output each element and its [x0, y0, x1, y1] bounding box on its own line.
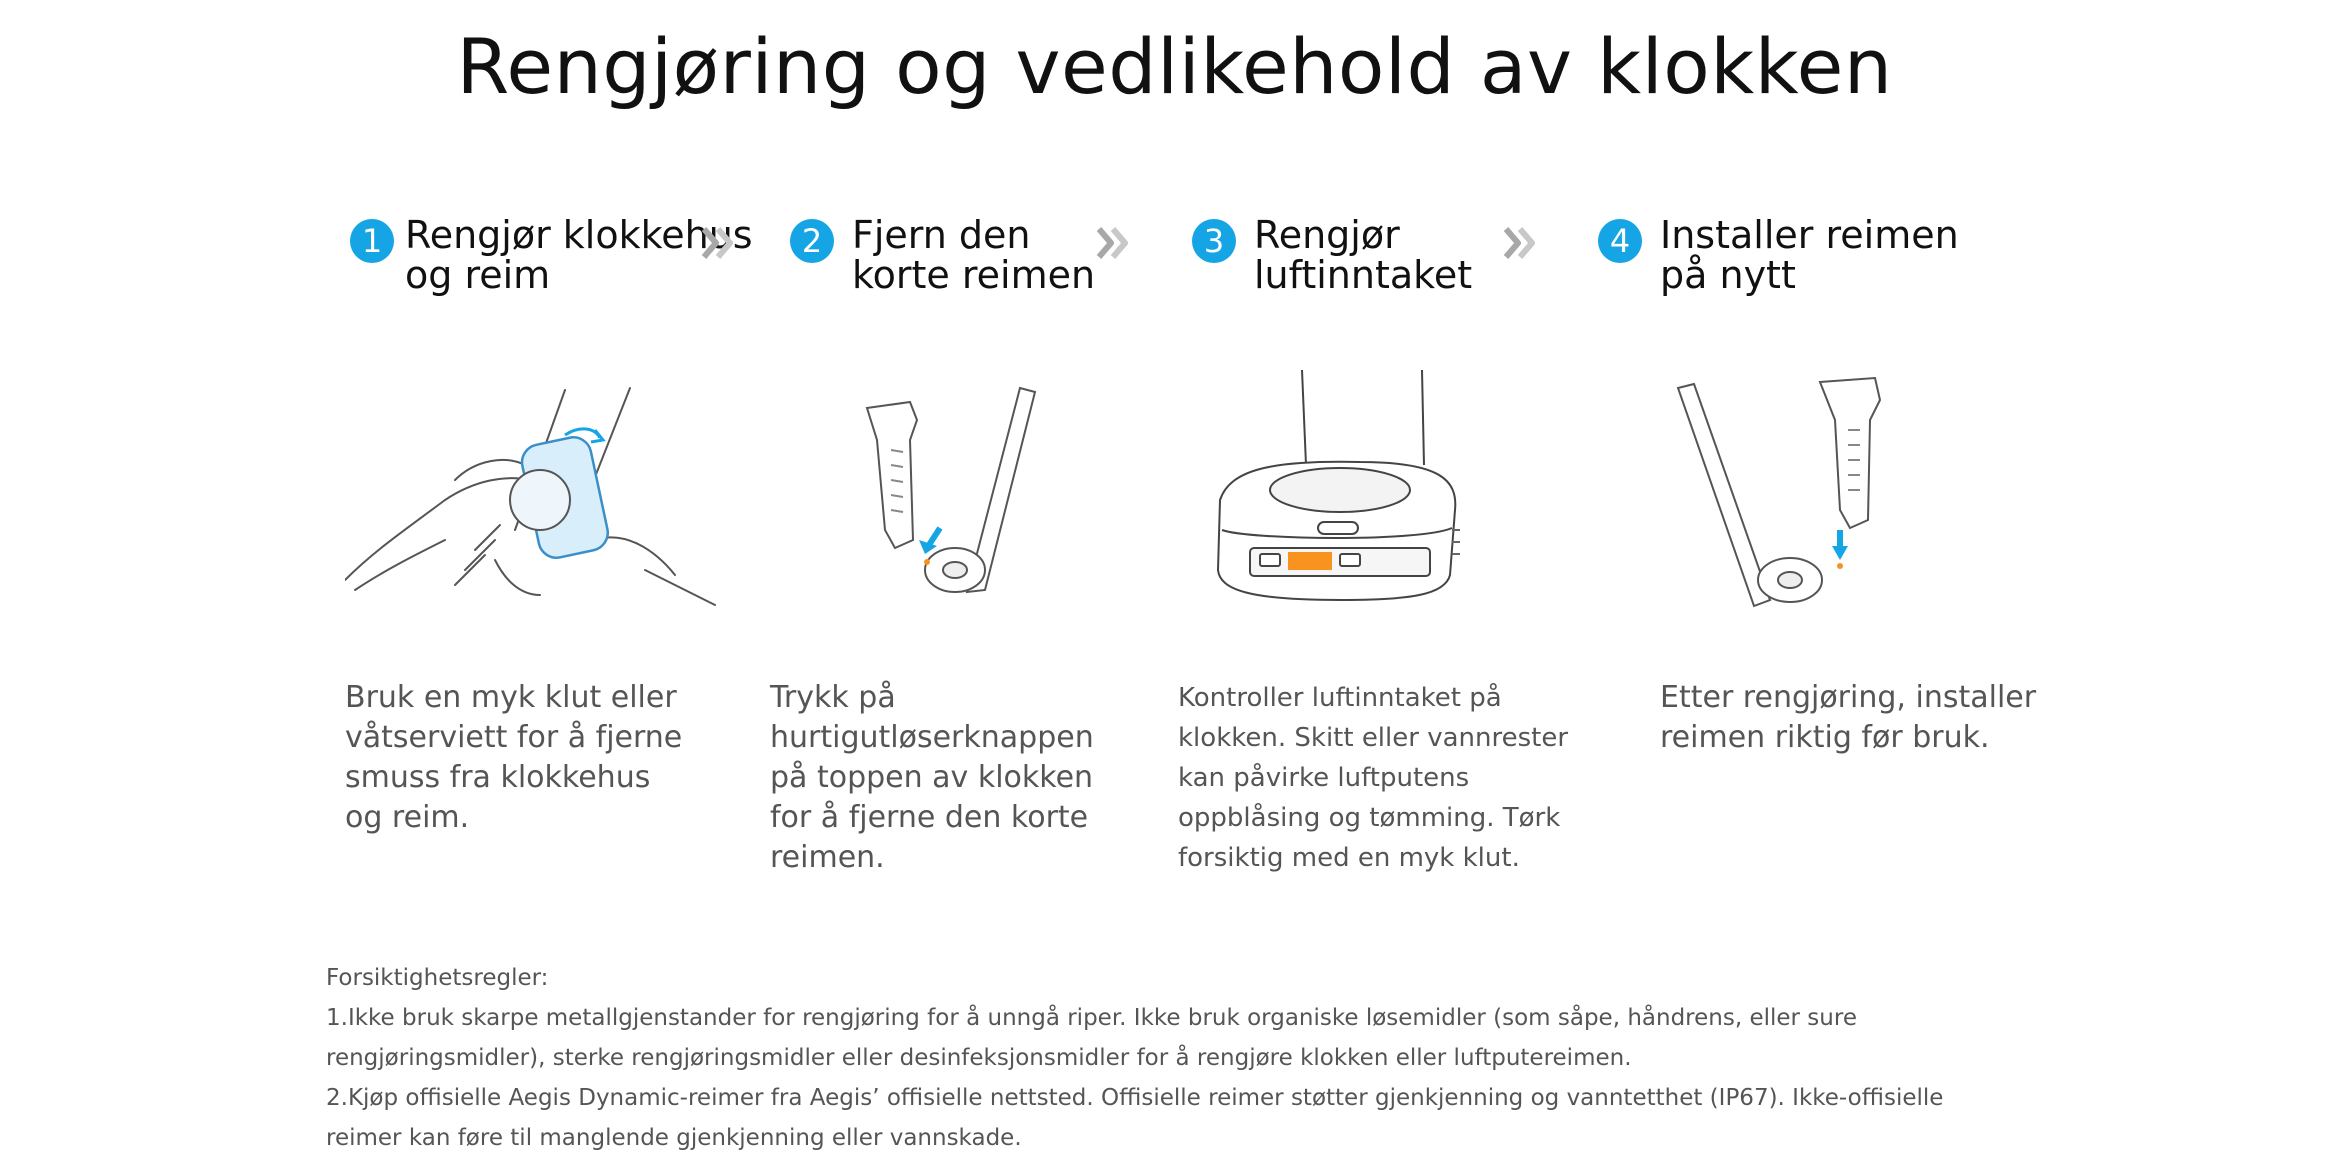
precaution-item-1: 1.Ikke bruk skarpe metallgjenstander for rengjøring for å unngå riper. Ikke bruk organiske løsemidler (som såpe, håndrens, eller sure rengjøringsmidler), sterke rengjøringsmidler eller desinfeksjonsmidler for å rengjøre klokken eller luftputereimen.	[326, 1005, 1857, 1071]
double-chevron-right-icon	[700, 225, 740, 261]
step-number-badge: 3	[1192, 219, 1236, 263]
step-2-description: Trykk på hurtigutløserknappen på toppen av klokken for å fjerne den korte reimen.	[770, 680, 1094, 875]
step-heading: Installer reimen på nytt	[1660, 213, 1959, 297]
precautions	[326, 958, 2026, 1158]
step-number-badge: 4	[1598, 219, 1642, 263]
hands-cleaning-watch-illustration	[345, 380, 725, 610]
remove-short-strap-illustration	[855, 380, 1055, 620]
precaution-item-2: 2.Kjøp offisielle Aegis Dynamic-reimer fra Aegis’ offisielle nettsted. Offisielle reimer støtter gjenkjenning og vanntetthet (IP67). Ikke-offisielle reimer kan føre til manglende gjenkjenning eller vannskade.	[326, 1085, 1944, 1151]
page-title: Rengjøring og vedlikehold av klokken	[456, 22, 1893, 111]
step-heading: Rengjør klokkehus og reim	[405, 213, 753, 297]
step-heading: Fjern den korte reimen	[852, 213, 1096, 297]
precautions-heading: Forsiktighetsregler:	[326, 965, 549, 991]
step-number-badge: 1	[350, 219, 394, 263]
double-chevron-right-icon	[1095, 225, 1135, 261]
step-1-description: Bruk en myk klut eller våtserviett for å fjerne smuss fra klokkehus og reim.	[345, 680, 683, 835]
step-heading: Rengjør luftinntaket	[1254, 213, 1473, 297]
air-inlet-illustration	[1210, 370, 1460, 610]
reinstall-strap-illustration	[1670, 370, 1890, 620]
step-4-description: Etter rengjøring, installer reimen riktig før bruk.	[1660, 680, 2037, 755]
step-3-description: Kontroller luftinntaket på klokken. Skitt eller vannrester kan påvirke luftputens oppblåsing og tømming. Tørk forsiktig med en myk klut.	[1178, 683, 1569, 873]
step-number-badge: 2	[790, 219, 834, 263]
double-chevron-right-icon	[1502, 225, 1542, 261]
